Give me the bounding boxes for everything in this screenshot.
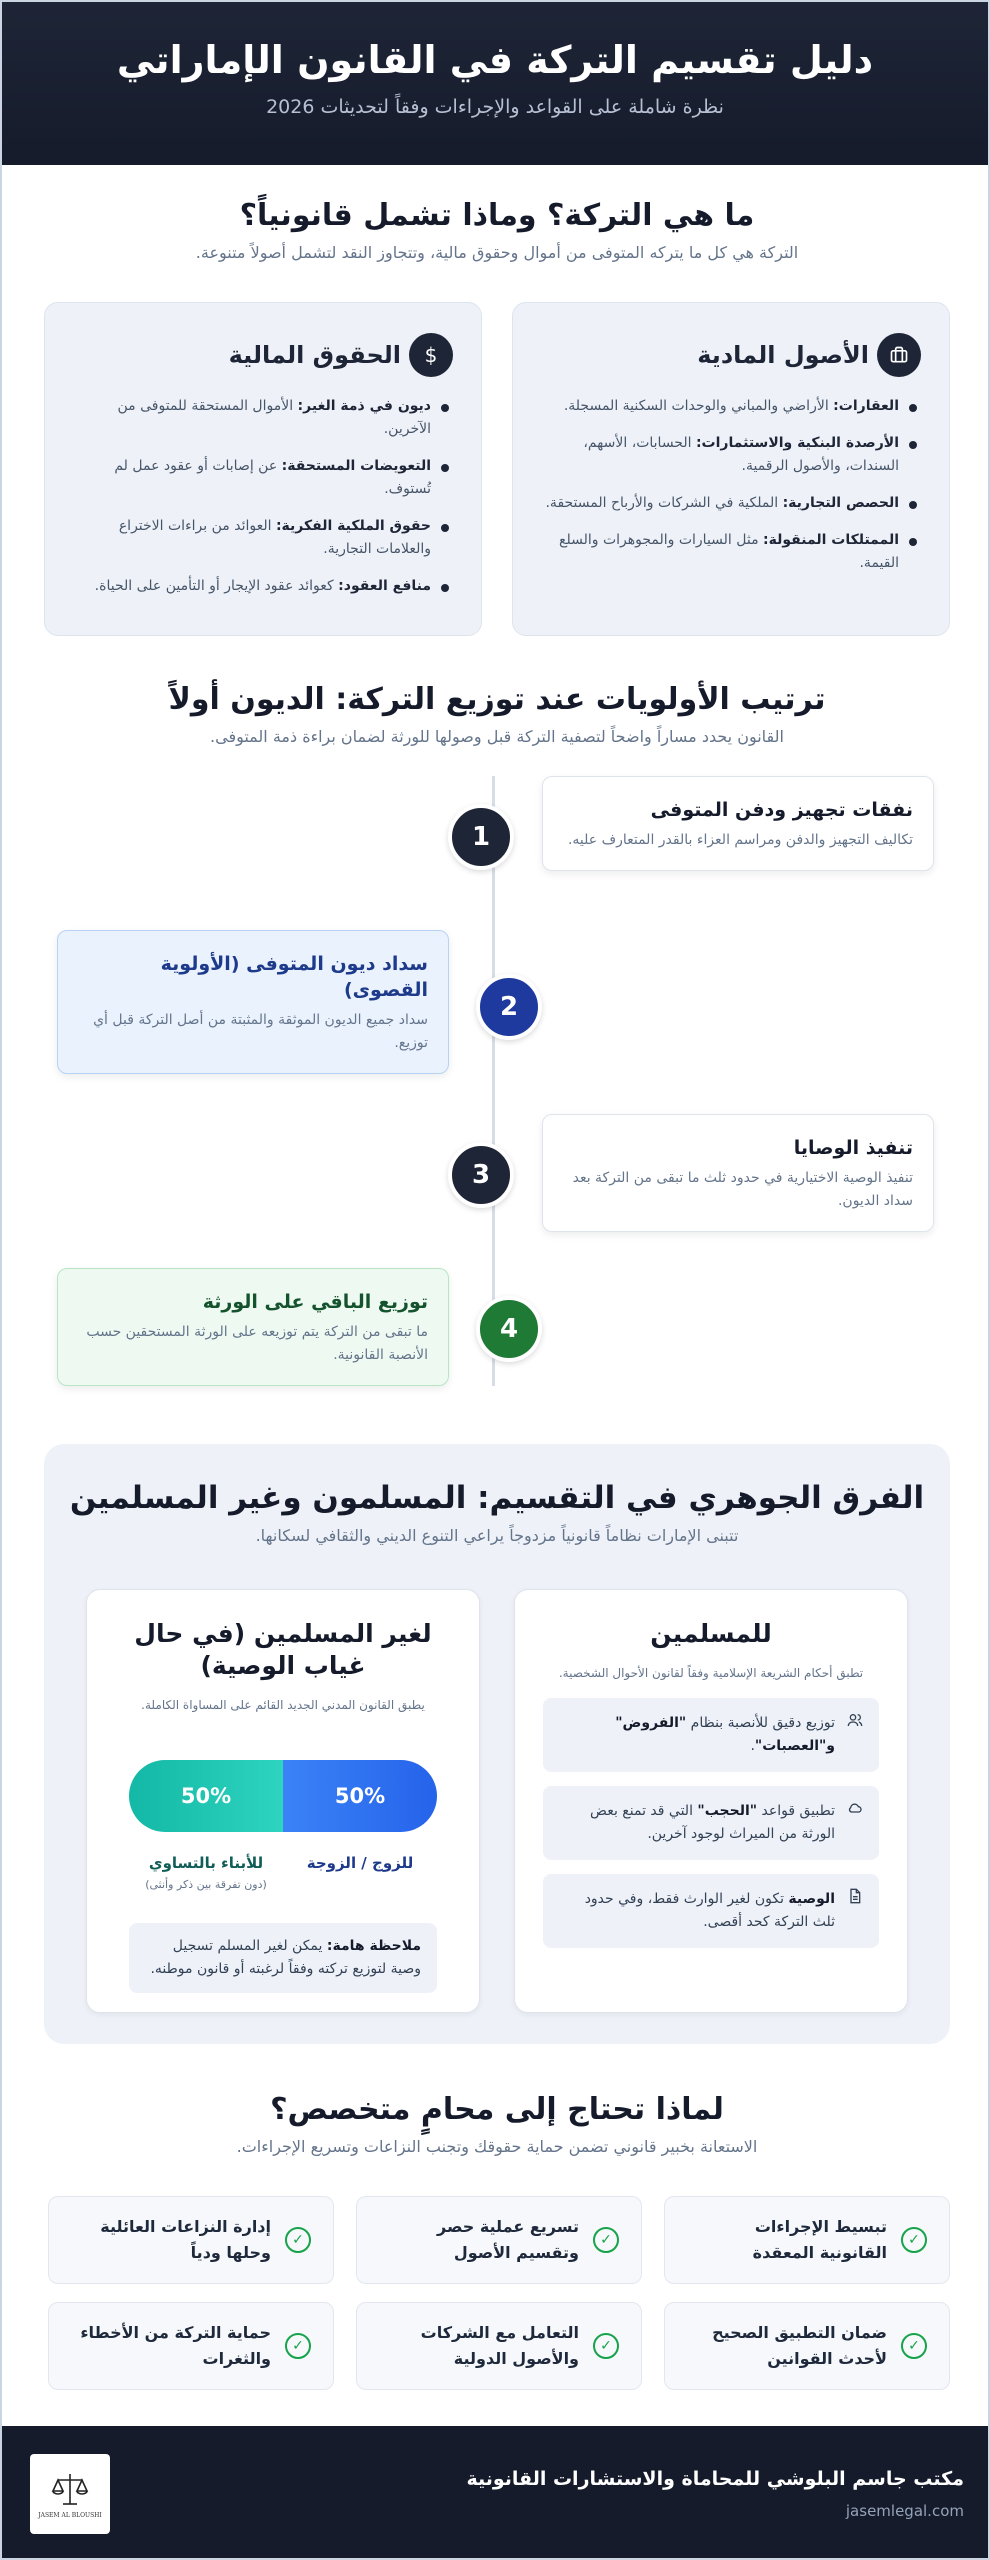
firm-website[interactable]: jasemlegal.com [845,2502,964,2520]
step-4-title: توزيع الباقي على الورثة [202,1291,428,1313]
estate-title: ما هي التركة؟ وماذا تشمل قانونياً؟ [239,198,755,233]
document-icon [845,1888,863,1910]
financial-rights-list [73,395,453,598]
why-subtitle: الاستعانة بخبير قانوني تضمن حماية حقوقك وتجنب النزاعات وتسريع الإجراءات. [236,2137,758,2156]
estate-section [2,198,990,636]
footer [2,2426,990,2560]
users-icon [845,1712,863,1734]
step-4-badge: 4 [476,1296,542,1362]
step-3-badge: 3 [448,1142,514,1208]
list-item: العقارات: الأراضي والمباني والوحدات السكنية المسجلة. [541,395,921,418]
benefit-item: ✓ تسريع عملية حصر وتقسيم الأصول [356,2196,642,2284]
children-label: للأبناء بالتساوي [148,1854,264,1872]
muslims-rule: الوصية تكون لغير الوارث فقط، وفي حدود ثلث التركة كحد أقصى. [543,1874,879,1948]
benefit-item: ✓ تبسيط الإجراءات القانونية المعقدة [664,2196,950,2284]
check-icon: ✓ [593,2227,619,2253]
priorities-title: ترتيب الأولويات عند توزيع التركة: الديون أولاً [168,682,826,717]
step-1-text: تكاليف التجهيز والدفن ومراسم العزاء بالقدر المتعارف عليه. [567,832,913,848]
spouse-label: للزوج / الزوجة [306,1854,414,1872]
priorities-section [2,682,990,1416]
non-muslims-title: لغير المسلمين (في حال غياب الوصية) [134,1619,432,1680]
why-title: لماذا تحتاج إلى محامٍ متخصص؟ [270,2092,724,2127]
inheritance-split-bar [129,1760,437,1832]
list-item: حقوق الملكية الفكرية: العوائد من براءات الاختراع والعلامات التجارية. [73,515,453,561]
difference-title: الفرق الجوهري في التقسيم: المسلمون وغير المسلمين [69,1480,925,1516]
children-label-group [129,1854,283,1891]
check-icon: ✓ [901,2227,927,2253]
list-item: منافع العقود: كعوائد عقود الإيجار أو التأمين على الحياة. [73,575,453,598]
priority-timeline [2,776,990,1416]
muslims-rule: توزيع دقيق للأنصبة بنظام "الفروض" و"العصبات". [543,1698,879,1772]
muslims-rule: تطبيق قواعد "الحجب" التي قد تمنع بعض الورثة من الميراث لوجود آخرين. [543,1786,879,1860]
spouse-share: 50% [283,1760,437,1832]
step-1-card [542,776,934,871]
step-2-text: سداد جميع الديون الموثقة والمثبتة من أصل التركة قبل أي توزيع. [93,1012,428,1051]
dollar-icon: $ [409,333,453,377]
physical-assets-list [541,395,921,575]
difference-section [44,1444,950,2044]
children-share: 50% [129,1760,283,1832]
hero-header [2,2,988,165]
check-icon: ✓ [901,2333,927,2359]
non-muslims-subtitle: يطبق القانون المدني الجديد القائم على المساواة الكاملة. [141,1698,425,1712]
list-item: الحصص التجارية: الملكية في الشركات والأرباح المستحقة. [541,492,921,515]
list-item: الممتلكات المنقولة: مثل السيارات والمجوهرات والسلع القيمة. [541,529,921,575]
physical-assets-card [512,302,950,636]
page-subtitle: نظرة شاملة على القواعد والإجراءات وفقاً لتحديثات 2026 [266,96,724,118]
muslims-title: للمسلمين [650,1619,772,1648]
step-3-card [542,1114,934,1232]
physical-assets-title: الأصول المادية [697,341,869,369]
spouse-label-group [283,1854,437,1891]
step-2-title: سداد ديون المتوفى (الأولوية القصوى) [160,953,428,1001]
why-lawyer-section [2,2092,990,2390]
step-1-title: نفقات تجهيز ودفن المتوفى [650,799,913,821]
children-note: (دون تفرقة بين ذكر وأنثى) [145,1878,267,1891]
check-icon: ✓ [285,2227,311,2253]
muslims-card [514,1589,908,2013]
important-note: ملاحظة هامة: يمكن لغير المسلم تسجيل وصية لتوزيع تركته وفقاً لرغبته أو قانون موطنه. [129,1923,437,1993]
non-muslims-card [86,1589,480,2013]
firm-name: مكتب جاسم البلوشي للمحاماة والاستشارات القانونية [466,2468,964,2490]
financial-rights-card [44,302,482,636]
benefits-grid [44,2196,950,2390]
muslims-subtitle: تطبق أحكام الشريعة الإسلامية وفقاً لقانون الأحوال الشخصية. [558,1666,864,1680]
list-item: ديون في ذمة الغير: الأموال المستحقة للمتوفى من الآخرين. [73,395,453,441]
benefit-item: ✓ التعامل مع الشركات والأصول الدولية [356,2302,642,2390]
firm-logo [30,2454,110,2534]
estate-subtitle: التركة هي كل ما يتركه المتوفى من أموال وحقوق مالية، وتتجاوز النقد لتشمل أصولاً متنوعة. [195,243,799,262]
step-4-text: ما تبقى من التركة يتم توزيعه على الورثة المستحقين حسب الأنصبة القانونية. [86,1324,428,1363]
financial-rights-title: الحقوق المالية [228,341,401,369]
logo-text: JASEM AL BLOUSHI [38,2511,102,2519]
cloud-icon [845,1800,863,1822]
list-item: الأرصدة البنكية والاستثمارات: الحسابات، الأسهم، السندات، والأصول الرقمية. [541,432,921,478]
scales-icon [50,2470,90,2510]
check-icon: ✓ [285,2333,311,2359]
benefit-item: ✓ ضمان التطبيق الصحيح لأحدث القوانين [664,2302,950,2390]
briefcase-icon [877,333,921,377]
priorities-subtitle: القانون يحدد مساراً واضحاً لتصفية التركة قبل وصولها للورثة لضمان براءة ذمة المتوفى. [210,727,784,746]
step-1-badge: 1 [448,804,514,870]
benefit-item: ✓ إدارة النزاعات العائلية وحلها ودياً [48,2196,334,2284]
page-title: دليل تقسيم التركة في القانون الإماراتي [116,38,874,82]
step-3-text: تنفيذ الوصية الاختيارية في حدود ثلث ما تبقى من التركة بعد سداد الديون. [572,1170,913,1209]
list-item: التعويضات المستحقة: عن إصابات أو عقود عمل لم تُستوف. [73,455,453,501]
step-2-badge: 2 [476,974,542,1040]
step-4-card [57,1268,449,1386]
step-2-card [57,930,449,1074]
difference-subtitle: تتبنى الإمارات نظاماً قانونياً مزدوجاً يراعي التنوع الديني والثقافي لسكانها. [255,1526,739,1545]
step-3-title: تنفيذ الوصايا [793,1137,913,1159]
benefit-item: ✓ حماية التركة من الأخطاء والثغرات [48,2302,334,2390]
check-icon: ✓ [593,2333,619,2359]
